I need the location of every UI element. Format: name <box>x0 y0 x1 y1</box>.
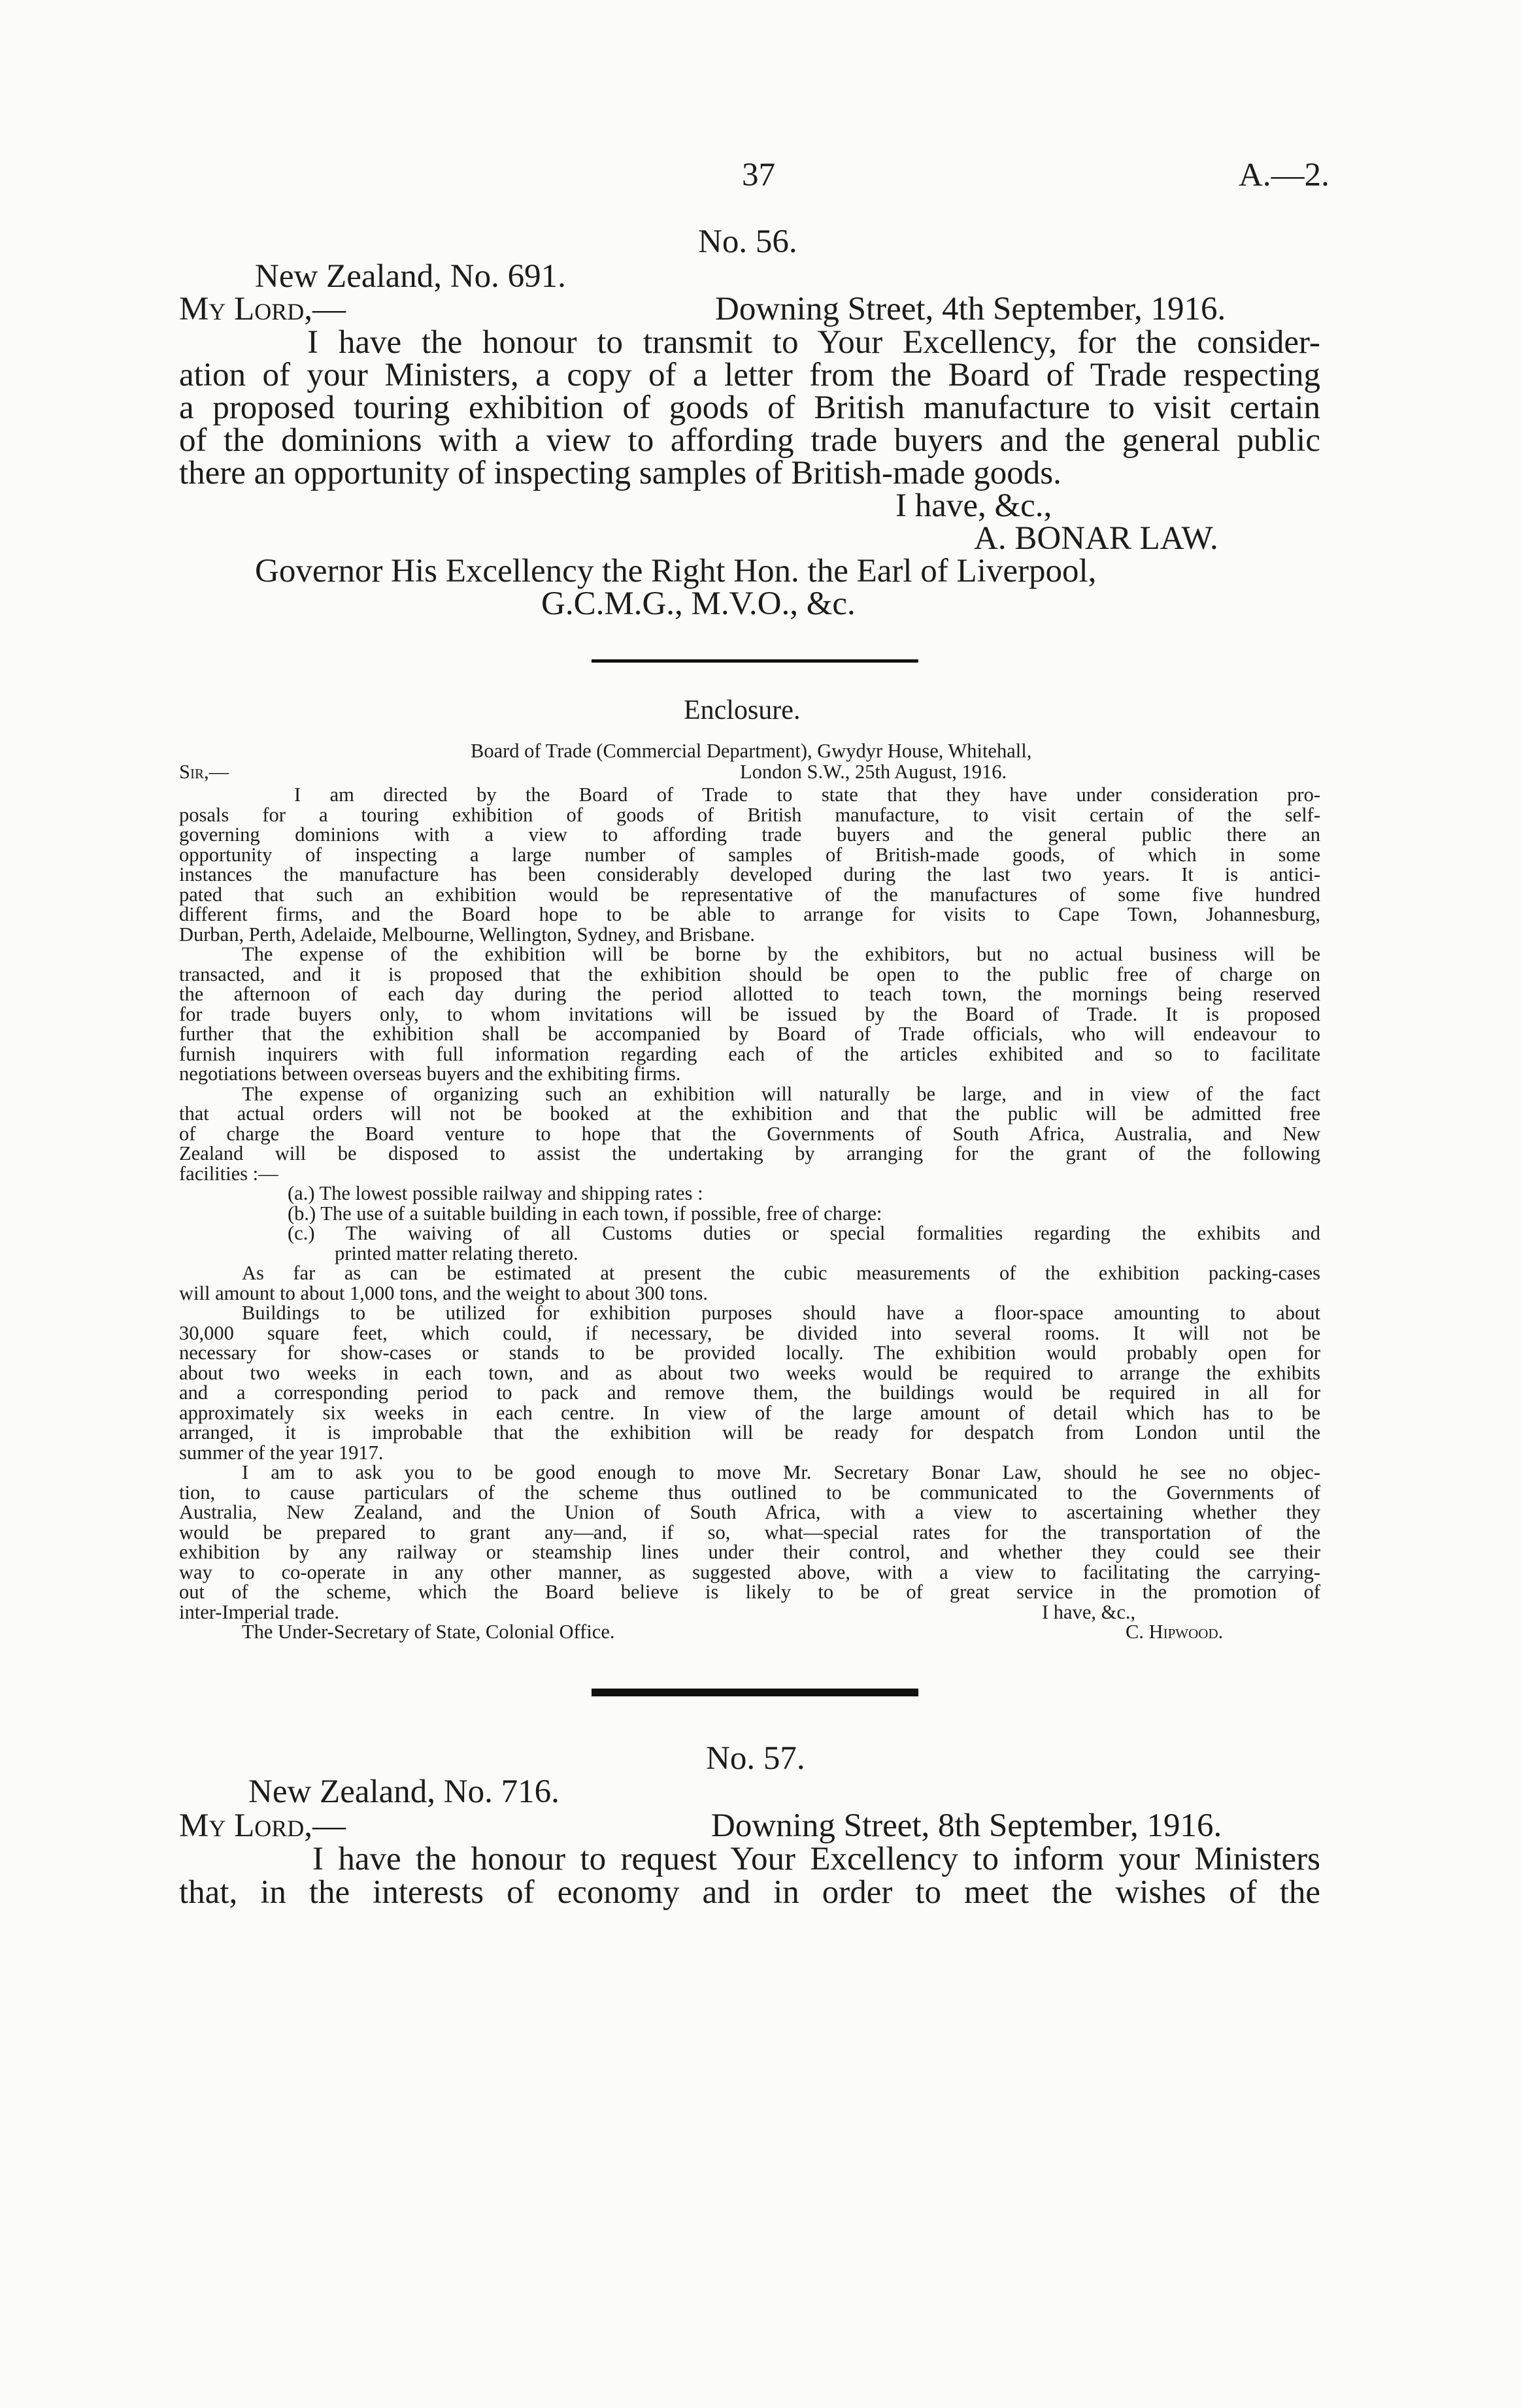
body-line: negotiations between overseas buyers and the exhibiting firms. <box>179 1063 681 1085</box>
body-line: summer of the year 1917. <box>179 1441 384 1464</box>
body-line: that, in the interests of economy and in order to meet the wishes of the <box>179 1874 1320 1911</box>
body-line: Durban, Perth, Adelaide, Melbourne, Wellington, Sydney, and Brisbane. <box>179 923 756 946</box>
salutation: My Lord,— <box>179 291 346 327</box>
body-line: Buildings to be utilized for exhibition purposes should have a floor-space amounting to about <box>242 1302 1320 1324</box>
sender-address: London S.W., 25th August, 1916. <box>740 761 1007 783</box>
body-line: As far as can be estimated at present the cubic measurements of the exhibition packing-cases <box>242 1262 1320 1284</box>
body-line: necessary for show-cases or stands to be provided locally. The exhibition would probably open for <box>179 1342 1320 1364</box>
section-divider <box>592 1689 918 1696</box>
body-line: tion, to cause particulars of the scheme thus outlined to be communicated to the Governments of <box>179 1481 1320 1504</box>
list-item: printed matter relating thereto. <box>335 1242 578 1264</box>
addressee: G.C.M.G., M.V.O., &c. <box>541 586 856 622</box>
body-line: for trade buyers only, to whom invitations will be issued by the Board of Trade. It is proposed <box>179 1002 1320 1025</box>
place-date: Downing Street, 8th September, 1916. <box>711 1807 1222 1844</box>
enclosure-heading: Enclosure. <box>684 695 801 725</box>
section-divider <box>592 659 918 663</box>
list-item: (c.) The waiving of all Customs duties or special formalities regarding the exhibits and <box>288 1222 1320 1244</box>
salutation: Sir,— <box>179 761 229 783</box>
body-line: pated that such an exhibition would be representative of the manufactures of some five hundred <box>179 883 1320 906</box>
body-line: that actual orders will not be booked at the exhibition and that the public will be admitted free <box>179 1102 1320 1125</box>
body-line: opportunity of inspecting a large number of samples of British-made goods, of which in some <box>179 843 1320 866</box>
body-line: and a corresponding period to pack and remove them, the buildings would be required in all for <box>179 1381 1320 1404</box>
body-line: I have the honour to transmit to Your Excellency, for the consider- <box>307 324 1320 361</box>
body-line: way to co-operate in any other manner, as suggested above, with a view to facilitating the carrying- <box>179 1560 1320 1583</box>
body-line: about two weeks in each town, and as about two weeks would be required to arrange the exhibits <box>179 1361 1320 1384</box>
body-line: there an opportunity of inspecting samples of British-made goods. <box>179 455 1061 491</box>
body-line: The expense of organizing such an exhibition will naturally be large, and in view of the fact <box>242 1082 1320 1105</box>
closing: I have, &c., <box>895 487 1052 524</box>
body-line: exhibition by any railway or steamship lines under their control, and whether they could see their <box>179 1541 1320 1563</box>
addressee: Governor His Excellency the Right Hon. the Earl of Liverpool, <box>255 553 1097 589</box>
body-line: The expense of the exhibition will be borne by the exhibitors, but no actual business will be <box>242 943 1320 965</box>
body-line: ation of your Ministers, a copy of a letter from the Board of Trade respecting <box>179 357 1320 393</box>
body-line: instances the manufacture has been considerably developed during the last two years. It is antici- <box>179 863 1320 885</box>
body-line: different firms, and the Board hope to be able to arrange for visits to Cape Town, Johannesburg, <box>179 903 1320 925</box>
body-line: governing dominions with a view to affording trade buyers and the general public there an <box>179 823 1320 846</box>
body-line: approximately six weeks in each centre. In view of the large amount of detail which has to be <box>179 1401 1320 1424</box>
body-line: I have the honour to request Your Excellency to inform your Ministers <box>312 1841 1320 1877</box>
document-reference: A.—2. <box>1239 157 1329 193</box>
list-item: (a.) The lowest possible railway and shipping rates : <box>288 1182 703 1204</box>
body-line: of the dominions with a view to affording trade buyers and the general public <box>179 422 1320 459</box>
body-line: arranged, it is improbable that the exhibition will be ready for despatch from London until the <box>179 1421 1320 1443</box>
letter-reference: New Zealand, No. 691. <box>255 258 566 295</box>
addressee: The Under-Secretary of State, Colonial Office. <box>242 1621 615 1643</box>
body-line: inter-Imperial trade. <box>179 1600 339 1623</box>
letter-number: No. 57. <box>706 1740 805 1777</box>
body-line: will amount to about 1,000 tons, and the weight to about 300 tons. <box>179 1281 709 1304</box>
body-line: would be prepared to grant any—and, if so, what—special rates for the transportation of the <box>179 1521 1320 1543</box>
body-line: facilities :— <box>179 1162 278 1185</box>
body-line: a proposed touring exhibition of goods of British manufacture to visit certain <box>179 389 1320 426</box>
body-line: I am directed by the Board of Trade to state that they have under consideration pro- <box>294 783 1320 806</box>
body-line: Zealand will be disposed to assist the undertaking by arranging for the grant of the following <box>179 1142 1320 1164</box>
body-line: 30,000 square feet, which could, if necessary, be divided into several rooms. It will not be <box>179 1321 1320 1344</box>
letter-reference: New Zealand, No. 716. <box>248 1773 560 1810</box>
body-line: out of the scheme, which the Board believe is likely to be of great service in the promotion of <box>179 1581 1320 1603</box>
place-date: Downing Street, 4th September, 1916. <box>715 291 1226 327</box>
body-line: further that the exhibition shall be accompanied by Board of Trade officials, who will endeavour to <box>179 1023 1320 1045</box>
body-line: transacted, and it is proposed that the exhibition should be open to the public free of charge on <box>179 963 1320 985</box>
sender-address: Board of Trade (Commercial Department), Gwydyr House, Whitehall, <box>471 740 1032 762</box>
body-line: posals for a touring exhibition of goods of British manufacture, to visit certain of the self- <box>179 803 1320 826</box>
salutation: My Lord,— <box>179 1807 346 1844</box>
closing: I have, &c., <box>1042 1600 1136 1623</box>
letter-number: No. 56. <box>698 223 797 260</box>
signature: A. BONAR LAW. <box>974 520 1218 557</box>
body-line: furnish inquirers with full information regarding each of the articles exhibited and so to facilitate <box>179 1042 1320 1065</box>
body-line: I am to ask you to be good enough to move Mr. Secretary Bonar Law, should he see no objec- <box>242 1461 1320 1483</box>
list-item: (b.) The use of a suitable building in each town, if possible, free of charge: <box>288 1202 882 1225</box>
page-number: 37 <box>742 157 775 193</box>
signature: C. Hipwood. <box>1126 1621 1224 1643</box>
body-line: the afternoon of each day during the period allotted to teach town, the mornings being reserved <box>179 983 1320 1005</box>
body-line: of charge the Board venture to hope that the Governments of South Africa, Australia, and New <box>179 1122 1320 1145</box>
body-line: Australia, New Zealand, and the Union of South Africa, with a view to ascertaining whether they <box>179 1501 1320 1523</box>
